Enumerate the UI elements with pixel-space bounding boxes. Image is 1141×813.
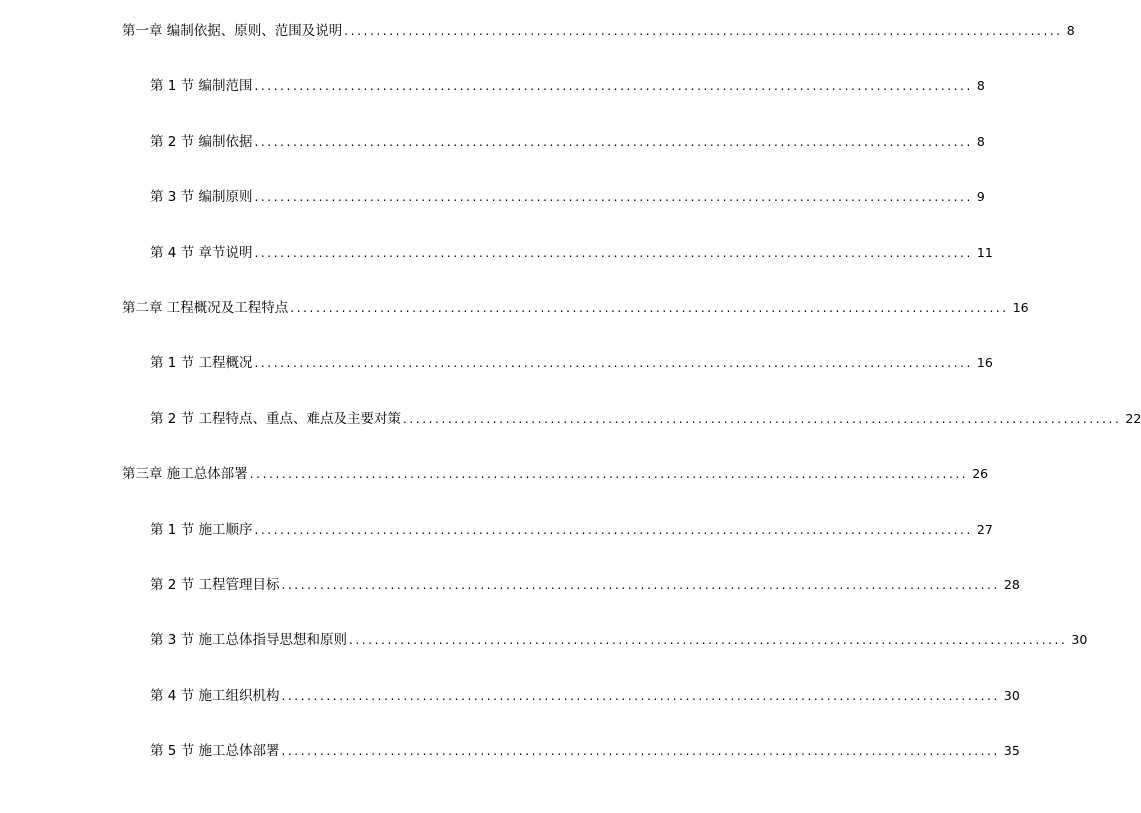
dot-leader: ................................................................................................................ — [281, 577, 1000, 592]
toc-section-1-3[interactable] — [0, 188, 985, 243]
dot-leader: ................................................................................................................ — [254, 522, 973, 537]
toc-section-1-1[interactable] — [0, 77, 985, 132]
dot-leader: ................................................................................................................ — [249, 467, 969, 482]
toc-page-number: 8 — [976, 78, 985, 94]
toc-section-1-4[interactable] — [0, 244, 993, 299]
toc-section-1-2[interactable] — [0, 133, 985, 188]
toc-page-number: 30 — [1071, 632, 1088, 648]
dot-leader: ................................................................................................................ — [281, 688, 1000, 703]
toc-entry-label: 第 2 节 编制依据 — [150, 133, 253, 150]
toc-page-number: 8 — [976, 133, 985, 149]
toc-entry-label: 第 1 节 编制范围 — [150, 78, 253, 95]
dot-leader: ................................................................................................................ — [402, 411, 1122, 426]
dot-leader: ................................................................................................................ — [348, 633, 1068, 648]
dot-leader: ................................................................................................................ — [254, 134, 973, 149]
dot-leader: ................................................................................................................ — [254, 190, 973, 205]
table-of-contents — [0, 22, 1141, 797]
toc-chapter-2[interactable] — [0, 299, 1029, 354]
toc-entry-label: 第 5 节 施工总体部署 — [150, 743, 280, 760]
toc-entry-label: 第一章 编制依据、原则、范围及说明 — [122, 23, 343, 39]
toc-page-number: 16 — [976, 355, 993, 371]
toc-chapter-3[interactable] — [0, 465, 989, 520]
toc-entry-label: 第 3 节 编制原则 — [150, 189, 253, 206]
toc-section-3-4[interactable] — [0, 687, 1020, 742]
toc-page-number: 26 — [972, 466, 989, 482]
toc-entry-label: 第 1 节 工程概况 — [150, 355, 253, 372]
toc-entry-label: 第 2 节 工程特点、重点、难点及主要对策 — [150, 410, 401, 427]
dot-leader: ................................................................................................................ — [254, 245, 973, 260]
toc-section-2-1[interactable] — [0, 354, 993, 409]
toc-entry-label: 第 1 节 施工顺序 — [150, 521, 253, 538]
toc-entry-label: 第 2 节 工程管理目标 — [150, 576, 280, 593]
dot-leader: ................................................................................................................ — [254, 356, 973, 371]
dot-leader: ................................................................................................................ — [254, 79, 973, 94]
toc-entry-label: 第 4 节 施工组织机构 — [150, 687, 280, 704]
dot-leader: ................................................................................................................ — [281, 744, 1000, 759]
toc-page-number: 35 — [1003, 743, 1020, 759]
toc-page-number: 8 — [1066, 23, 1075, 38]
toc-page-number: 9 — [976, 189, 985, 205]
toc-section-3-1[interactable] — [0, 521, 993, 576]
toc-section-3-5[interactable] — [0, 742, 1020, 797]
toc-page-number: 11 — [976, 244, 993, 260]
toc-section-2-2[interactable] — [0, 410, 1141, 465]
toc-entry-label: 第 3 节 施工总体指导思想和原则 — [150, 632, 347, 649]
toc-section-3-3[interactable] — [0, 631, 1088, 686]
toc-page-number: 22 — [1125, 410, 1141, 426]
toc-entry-label: 第三章 施工总体部署 — [122, 466, 248, 483]
toc-page-number: 16 — [1012, 299, 1029, 315]
toc-page-number: 28 — [1003, 576, 1020, 592]
toc-page-number: 27 — [976, 521, 993, 537]
toc-page-number: 30 — [1003, 687, 1020, 703]
toc-entry-label: 第 4 节 章节说明 — [150, 244, 253, 261]
toc-section-3-2[interactable] — [0, 576, 1020, 631]
dot-leader: ................................................................................................................ — [290, 300, 1009, 315]
toc-chapter-1[interactable] — [0, 22, 1075, 77]
toc-entry-label: 第二章 工程概况及工程特点 — [122, 299, 289, 316]
dot-leader: ................................................................................................................ — [344, 24, 1063, 38]
